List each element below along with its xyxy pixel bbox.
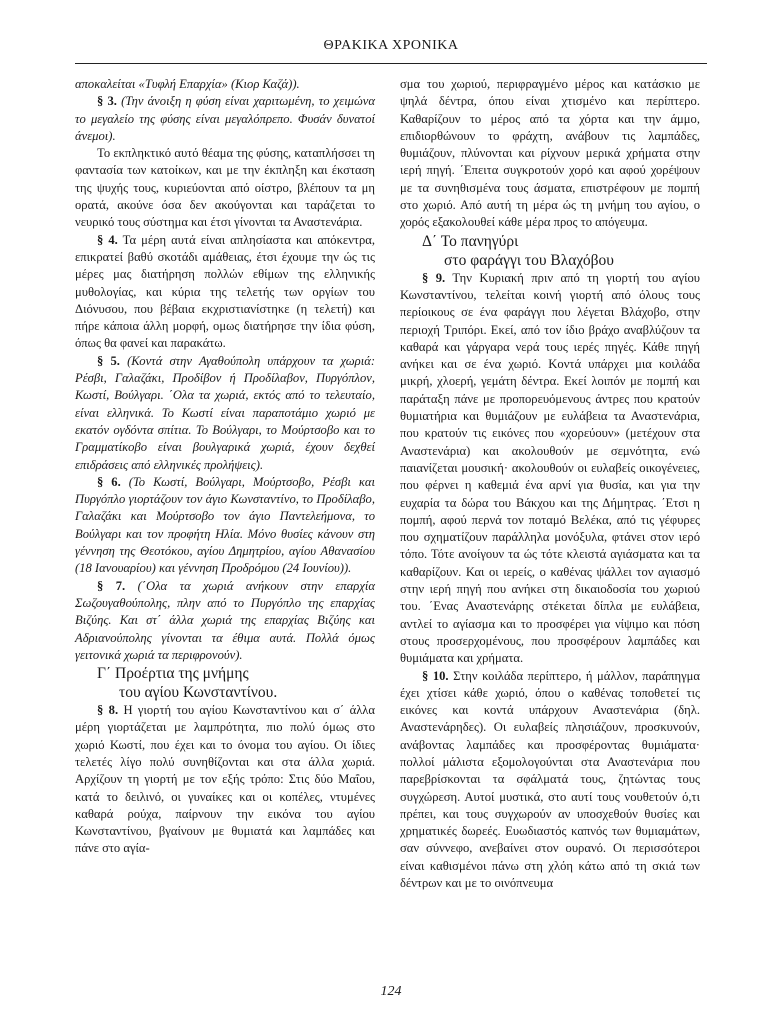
- paragraph-text: (΄Ολα τα χωριά ανήκουν στην επαρχία Σωζουγαθούπολης, πλην από το Πυργόπλο της επαρχίας Βιζύης. Και στ΄ άλλα χωριά της επαρχίας Βιζύης και Αδριανούπολης γίνονται τα έθιμα αυτά. Πολλά όμως γειτονικά χωριά τα περιφρονούν).: [75, 578, 376, 662]
- right-column: [400, 76, 700, 892]
- paragraph: [75, 474, 375, 578]
- paragraph-text: Στην κοιλάδα περίπτερο, ή μάλλον, παράπηγμα έχει χτίσει κάθε χωριό, όπου ο καθένας τοποθετεί τις εικόνες και κοντά υπάρχουν Αναστενάρια (δηλ. Αναστενάρηδες). Οι ευλαβείς πλησιάζουν, προσκυνούν, ανάβοντας λαμπάδες και προσφέροντας θυμιάματα· πολλοί μάλιστα εξομολογούνται στα Αναστενάρια που παρεβρίσκονται τα σφάλματά τους, ζητώντας τους συγχώρεση. Αυτοί μυστικά, στο αυτί τους νουθετούν ό,τι πρέπει, και τους συγχωρούν αν υποσχεθούν θυσίες και χρηματικές δωρεές. Ευωδιαστός καπνός των θυμιαμάτων, σαν σύννεφο, ανεβαίνει στον ουρανό. Οι περισσότεροι είναι καθισμένοι πάνω στη χλόη κάτω από τη σκιά των δέντρων και με το οινόπνευμα: [400, 668, 700, 891]
- paragraph: [75, 353, 375, 474]
- section-number: § 5.: [97, 353, 120, 368]
- section-number: § 3.: [97, 94, 117, 109]
- section-number: § 10.: [422, 668, 449, 683]
- paragraph-text: (Την άνοιξη η φύση είναι χαριτωμένη, το χειμώνα το μεγαλείο της φύσης είναι μεγαλόπρεπο. Φυσάν δυνατοί άνεμοι).: [75, 94, 375, 143]
- section-heading: [75, 664, 375, 702]
- paragraph: Το εκπληκτικό αυτό θέαμα της φύσης, καταπλήσσει τη φαντασία των κατοίκων, και με την έκπληξη και έκσταση της ψυχής τους, κυριεύονται από οίστρο, βλέπουν τα μη ορατά, ακούνε όσα δεν ακούγονται και ταράζεται το νευρικό τους σύστημα και έτσι γίνονται τα Αναστενάρια.: [75, 146, 375, 230]
- paragraph-text: Την Κυριακή πριν από τη γιορτή του αγίου Κωνσταντίνου, τελείται κοινή γιορτή από όλους τους περίοικους σε ένα φαράγγι που λέγεται Βλάχοβο, στην περιοχή Τριπόρι. Εκεί, από τον ίδιο βράχο αναβλύζουν τα καθαρά και γάργαρα νερά τους ιερές πηγές. Κάθε πηγή ανήκει και σε ένα χωριό. Κοντά υπάρχει μια κοιλάδα μικρή, χλοερή, γεμάτη δέντρα. Εκεί λοιπόν με πομπή και παράταξη πάνε με προπορευόμενους άντρες που κρατούν θυμιατήρια και θυμιάζουν με ευλάβεια τα Αναστενάρια, που κρατούν τις εικόνες που «χορεύουν» (μετέχουν στα Αναστενάρια) και ακολουθούν με σεμνότητα, ενώ παιανίζεται μουσική· ακολουθούν οι ευλαβείς οικογένειες, που φέρνει η καθεμιά ένα αρνί για θυσία, και για την ευχαρία τα δώρα του Βάκχου και της Δήμητρας. ΄Ετσι η πομπή, αφού περνά τον ποταμό Βελέκα, από τις γέφυρες που σχηματίζουν παράλληλα μονόξυλα, φτάνει στον ιερό τόπο. Τότε ανοίγουν τα ώς τότε κλειστά αγιάσματα και τα καθαρίζουν. Και οι ιερείς, ο καθένας ψάλλει τον αγιασμό στην ιερή πηγή που ανήκει στη δικαιοδοσία του χωριού του. ΄Ενας Αναστενάρης στέκεται δίπλα με ευλάβεια, αντλεί το αγίασμα και το προσφέρει για νίψιμο και πόση στους προσερχομένους, που προσφέρουν λαμπάδες και θυμιάματα και χρήματα.: [400, 270, 701, 666]
- paragraph-text: (Κοντά στην Αγαθούπολη υπάρχουν τα χωριά: Ρέσβι, Γαλαζάκι, Προδίβον ή Προδίλαβον, Πυργόπλον, Κωστί, Βούλγαρι. ΄Ολα τα χωριά, εκτός από το τελευταίο, είναι ελληνικά. Το Κωστί είναι παραποτάμιο χωριό με εκατόν ογδόντα σπίτια. Το Βούλγαρι, το Μούρτσοβο και το Γραμματίκοβο είναι βουλγαρικά χωριά, έχουν δεχθεί επιδράσεις από ελληνικές προλήψεις).: [75, 353, 376, 472]
- paragraph: [75, 578, 375, 664]
- section-heading-line2: στο φαράγγι του Βλαχόβου: [444, 251, 614, 269]
- section-heading: [400, 232, 700, 270]
- paragraph-text: (Το Κωστί, Βούλγαρι, Μούρτσοβο, Ρέσβι και Πυργόπλο γιορτάζουν τον άγιο Κωνσταντίνο, το Προδίλαβο, Γαλαζάκι και Μούρτσοβο τον άγιο Παντελεήμονα, το Βούλγαρι και τον προφήτη Ηλία. Μόνο θυσίες κάνουν στη γέννηση της Θεοτόκου, αγίου Δημητρίου, αγίου Αθανασίου (18 Ιανουαρίου) και γέννηση Προδρόμου (24 Ιουνίου)).: [75, 474, 376, 576]
- page-number: 124: [380, 984, 402, 999]
- section-heading-line1: Δ΄ Το πανηγύρι: [422, 232, 519, 250]
- header-rule: [75, 63, 707, 64]
- paragraph: [400, 668, 700, 893]
- paragraph: [400, 270, 700, 668]
- paragraph: [75, 93, 375, 145]
- paragraph: [75, 702, 375, 858]
- section-number: § 9.: [422, 270, 446, 285]
- paragraph: αποκαλείται «Τυφλή Επαρχία» (Κιορ Καζά)).: [75, 77, 300, 91]
- section-heading-line1: Γ΄ Προέρτια της μνήμης: [97, 665, 249, 683]
- section-number: § 4.: [97, 232, 118, 247]
- section-number: § 7.: [97, 578, 126, 593]
- section-heading-line2: του αγίου Κωνσταντίνου.: [119, 684, 278, 702]
- section-number: § 8.: [97, 703, 119, 718]
- paragraph-text: Η γιορτή του αγίου Κωνσταντίνου και σ΄ άλλα μέρη γιορτάζεται με λαμπρότητα, πιο πολύ όμως στο χωριό Κωστί, που έχει και το όνομα του αγίου. Οι ίδιες τελετές λίγο πολύ συνηθίζονται και στα άλλα χωριά. Αρχίζουν τη γιορτή με τον εξής τρόπο: Στις δύο Μαΐου, κατά το δειλινό, οι γυναίκες και οι κοπέλες, ντυμένες καθαρά ρούχα, παίρνουν την εικόνα του αγίου Κωνσταντίνου, βγαίνουν με θυμιατά και λαμπάδες και πάνε στο αγία-: [75, 703, 376, 856]
- left-column: [75, 76, 375, 858]
- paragraph: [75, 232, 375, 353]
- paragraph: σμα του χωριού, περιφραγμένο μέρος και κατάσκιο με ψηλά δέντρα, όπου είναι χτισμένο και περίπτερο. Καθαρίζουν το μέρος από τα χόρτα και την άμμο, επιδιορθώνουν το φράχτη, ανάβουν τις λαμπάδες, θυμιάζουν, πλύνονται και ρίχνουν μερικά χρήματα στην ιερή πηγή. ΄Επειτα συγκροτούν χορό και αφού χορέψουν με τα συνηθισμένα τους άσματα, επιστρέφουν με πομπή στο χωριό. Από αυτή τη μέρα ώς τη μνήμη του αγίου, ο χορός εξακολουθεί κάθε μέρα προς το απόγευμα.: [400, 77, 700, 230]
- section-number: § 6.: [97, 474, 121, 489]
- paragraph-text: Τα μέρη αυτά είναι απλησίαστα και απόκεντρα, επικρατεί βαθύ σκοτάδι αμάθειας, έτσι έχουμε την ώς τις μέρες μας διατήρηση πολλών εθίμων της ελληνικής μυθολογίας, και κύρια της τελετής των οργίων του Διόνυσου, που βέβαια εκχριστιανίστηκε (η τελετή) και πήρε κάποια άλλη μορφή, ομως διατήρησε την ίδια φύση, όπως θα φανεί και παρακάτω.: [75, 232, 376, 351]
- running-header: ΘΡΑΚΙΚΑ ΧΡΟΝΙΚΑ: [323, 38, 459, 53]
